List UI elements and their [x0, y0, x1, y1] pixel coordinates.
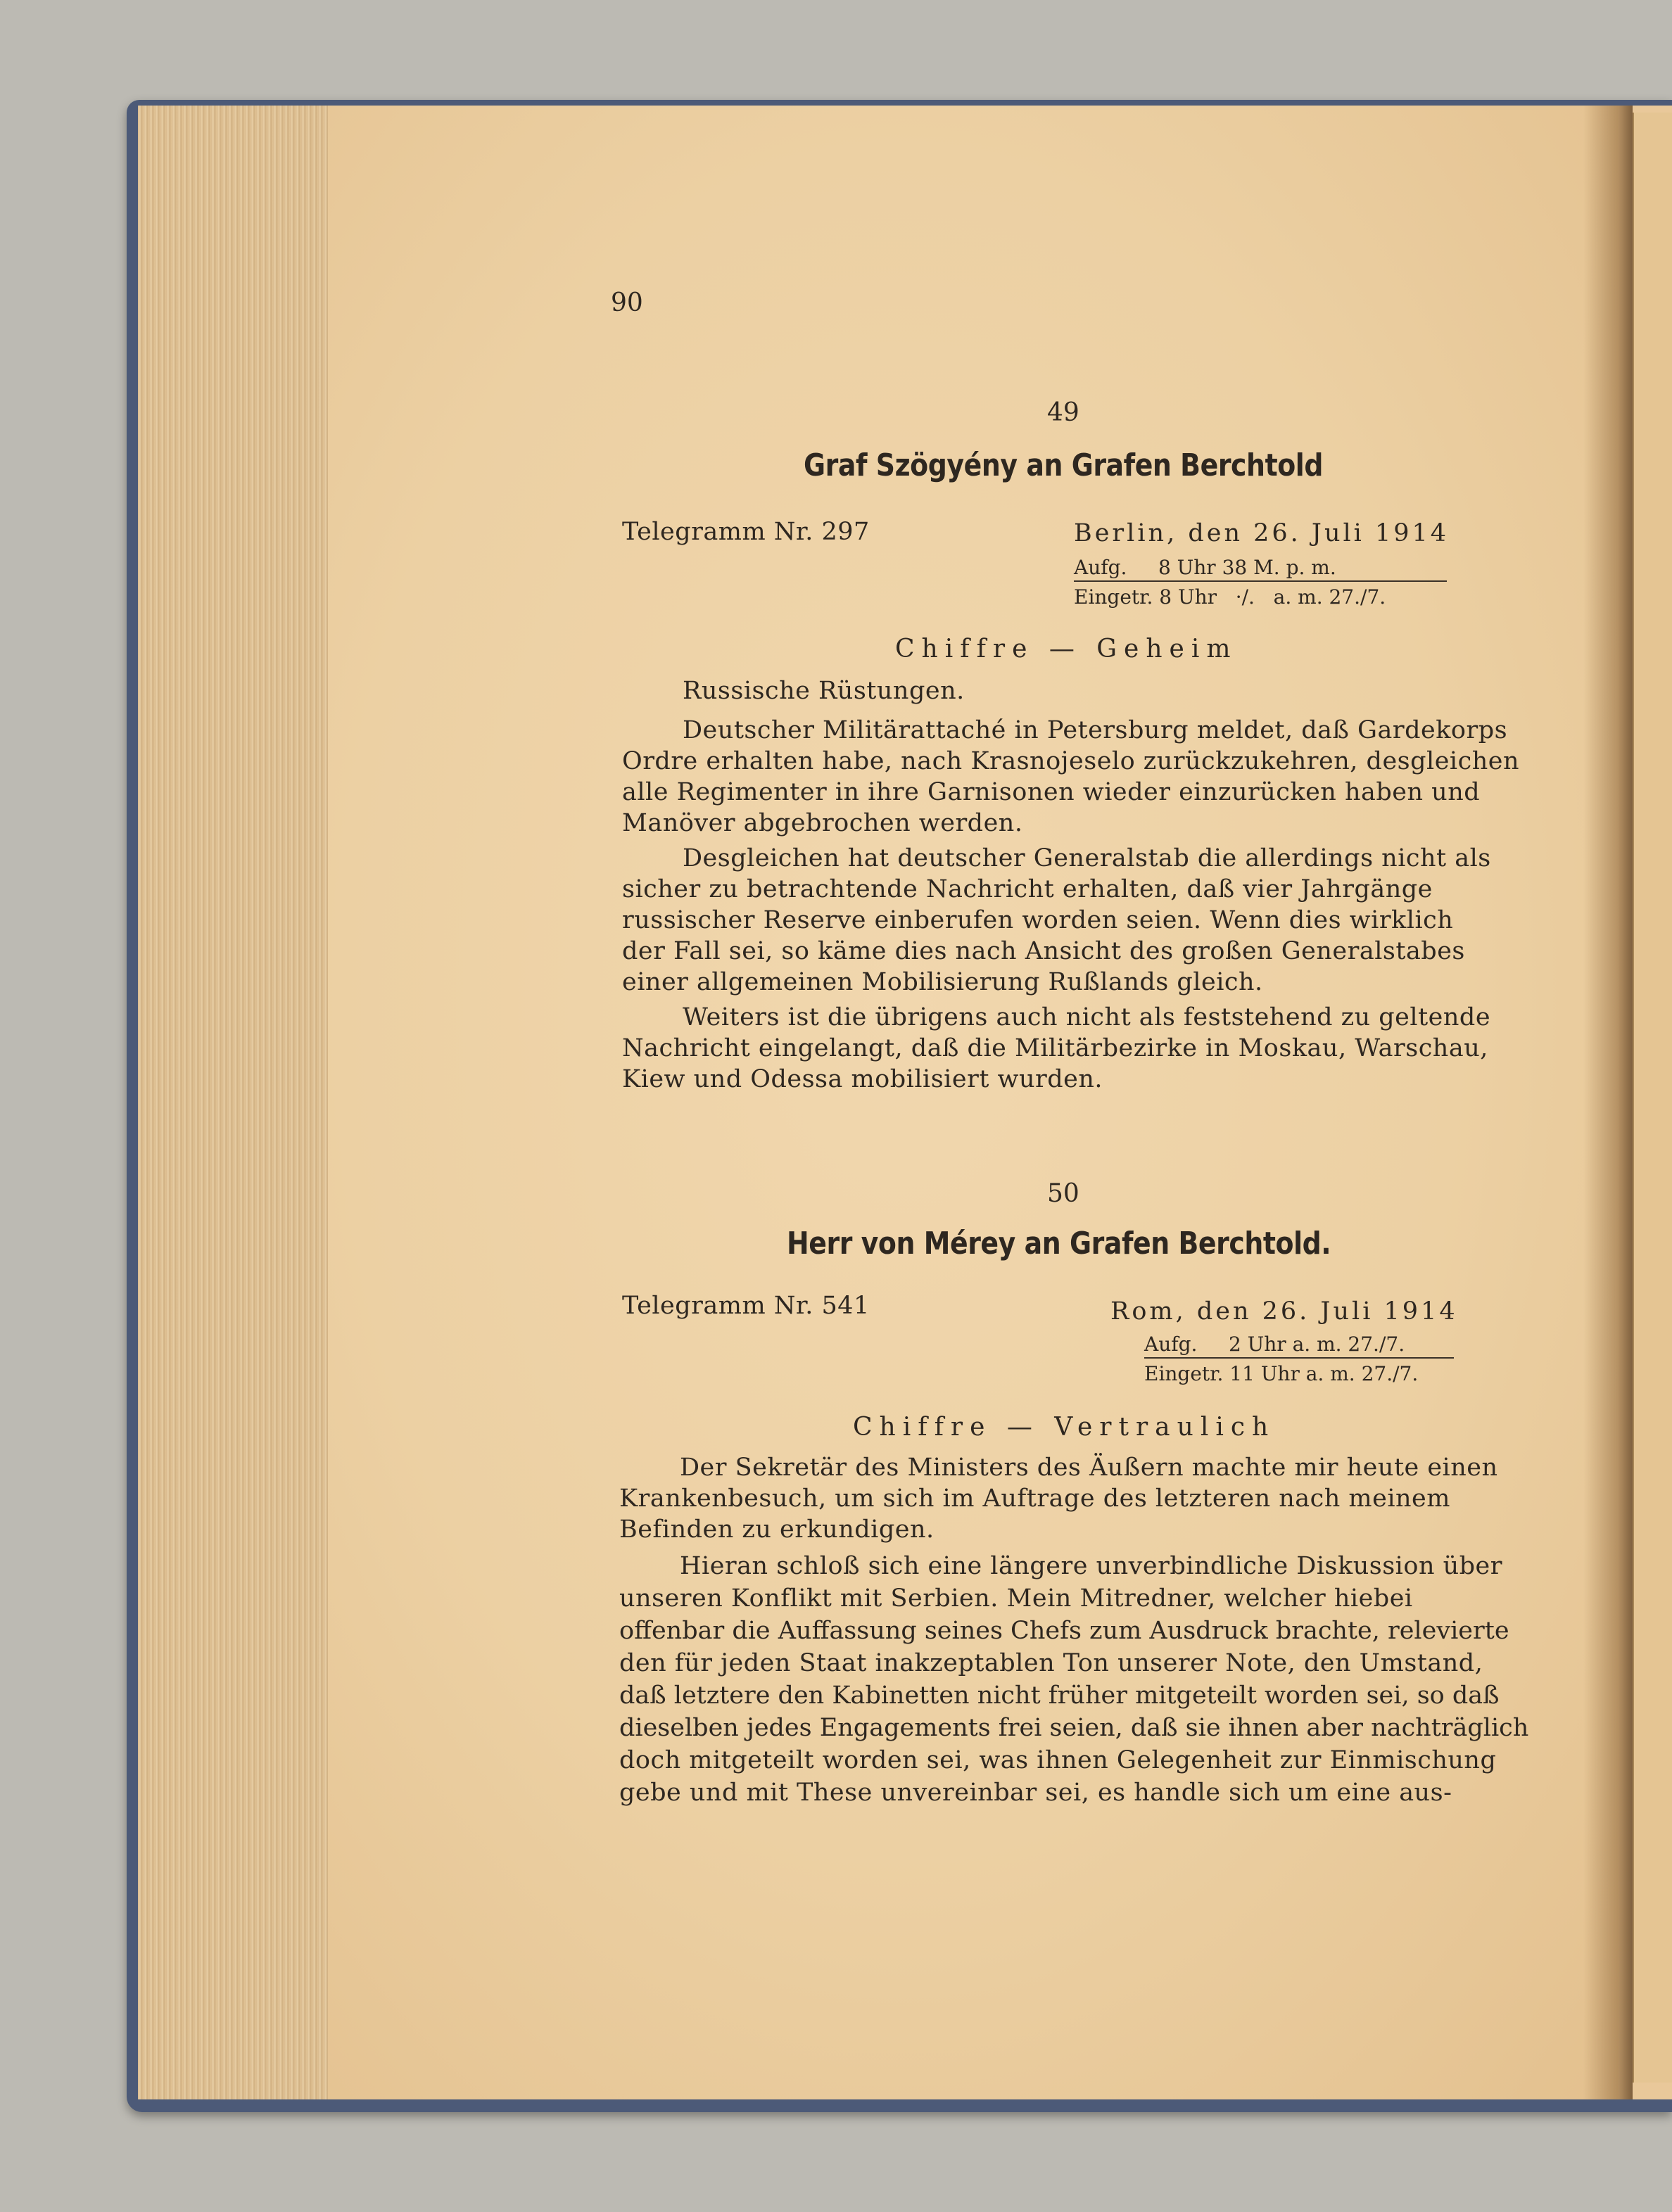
- body-line: russischer Reserve einberufen worden seien. Wenn dies wirklich: [622, 906, 1454, 934]
- body-line: offenbar die Auffassung seines Chefs zum Ausdruck brachte, relevierte: [619, 1617, 1509, 1645]
- body-line: Befinden zu erkundigen.: [619, 1515, 935, 1544]
- place-date: Berlin, den 26. Juli 1914: [1074, 519, 1450, 547]
- body-line: Kiew und Odessa mobilisiert wurden.: [622, 1065, 1103, 1093]
- received-time: Eingetr. 8 Uhr ·/. a. m. 27./7.: [1074, 585, 1386, 609]
- classification: Chiffre — Geheim: [895, 635, 1238, 663]
- facing-page-edge: [1633, 113, 1672, 2083]
- body-line: Hieran schloß sich eine längere unverbindliche Diskussion über: [680, 1552, 1502, 1580]
- body-line: gebe und mit These unvereinbar sei, es handle sich um eine aus-: [619, 1779, 1452, 1807]
- page-edges: [138, 106, 328, 2099]
- dispatch-time: Aufg. 2 Uhr a. m. 27./7.: [1144, 1333, 1454, 1359]
- body-line: einer allgemeinen Mobilisierung Rußlands gleich.: [622, 968, 1263, 996]
- doc-title: Herr von Mérey an Grafen Berchtold.: [787, 1226, 1331, 1261]
- book-gutter: [1583, 106, 1633, 2099]
- body-line: dieselben jedes Engagements frei seien, daß sie ihnen aber nachträglich: [619, 1714, 1529, 1742]
- body-line: Weiters ist die übrigens auch nicht als feststehend zu geltende: [683, 1003, 1491, 1031]
- body-line: daß letztere den Kabinetten nicht früher mitgeteilt worden sei, so daß: [619, 1682, 1500, 1710]
- received-time: Eingetr. 11 Uhr a. m. 27./7.: [1144, 1362, 1419, 1385]
- body-line: Deutscher Militärattaché in Petersburg meldet, daß Gardekorps: [683, 716, 1508, 744]
- place-date: Rom, den 26. Juli 1914: [1110, 1297, 1458, 1326]
- body-line: doch mitgeteilt worden sei, was ihnen Gelegenheit zur Einmischung: [619, 1746, 1497, 1774]
- doc-number: 49: [1047, 398, 1079, 427]
- doc-number: 50: [1047, 1179, 1079, 1208]
- body-line: Krankenbesuch, um sich im Auftrage des letzteren nach meinem: [619, 1485, 1450, 1513]
- doc-title: Graf Szögyény an Grafen Berchtold: [804, 447, 1324, 483]
- body-line: Der Sekretär des Ministers des Äußern machte mir heute einen: [680, 1454, 1498, 1482]
- body-line: Manöver abgebrochen werden.: [622, 809, 1023, 837]
- telegram-number: Telegramm Nr. 541: [622, 1292, 870, 1320]
- body-line: der Fall sei, so käme dies nach Ansicht des großen Generalstabes: [622, 937, 1465, 965]
- body-line: Russische Rüstungen.: [683, 677, 965, 705]
- body-line: alle Regimenter in ihre Garnisonen wieder einzurücken haben und: [622, 778, 1481, 806]
- body-line: Nachricht eingelangt, daß die Militärbezirke in Moskau, Warschau,: [622, 1034, 1488, 1062]
- body-line: Ordre erhalten habe, nach Krasnojeselo zurückzukehren, desgleichen: [622, 747, 1520, 775]
- telegram-number: Telegramm Nr. 297: [622, 518, 870, 546]
- body-line: sicher zu betrachtende Nachricht erhalten, daß vier Jahrgänge: [622, 875, 1433, 903]
- body-line: den für jeden Staat inakzeptablen Ton unserer Note, den Umstand,: [619, 1649, 1483, 1677]
- body-line: Desgleichen hat deutscher Generalstab die allerdings nicht als: [683, 844, 1491, 872]
- body-line: unseren Konflikt mit Serbien. Mein Mitredner, welcher hiebei: [619, 1584, 1413, 1613]
- classification: Chiffre — Vertraulich: [853, 1413, 1276, 1442]
- dispatch-time: Aufg. 8 Uhr 38 M. p. m.: [1074, 556, 1447, 582]
- page-number: 90: [611, 288, 643, 317]
